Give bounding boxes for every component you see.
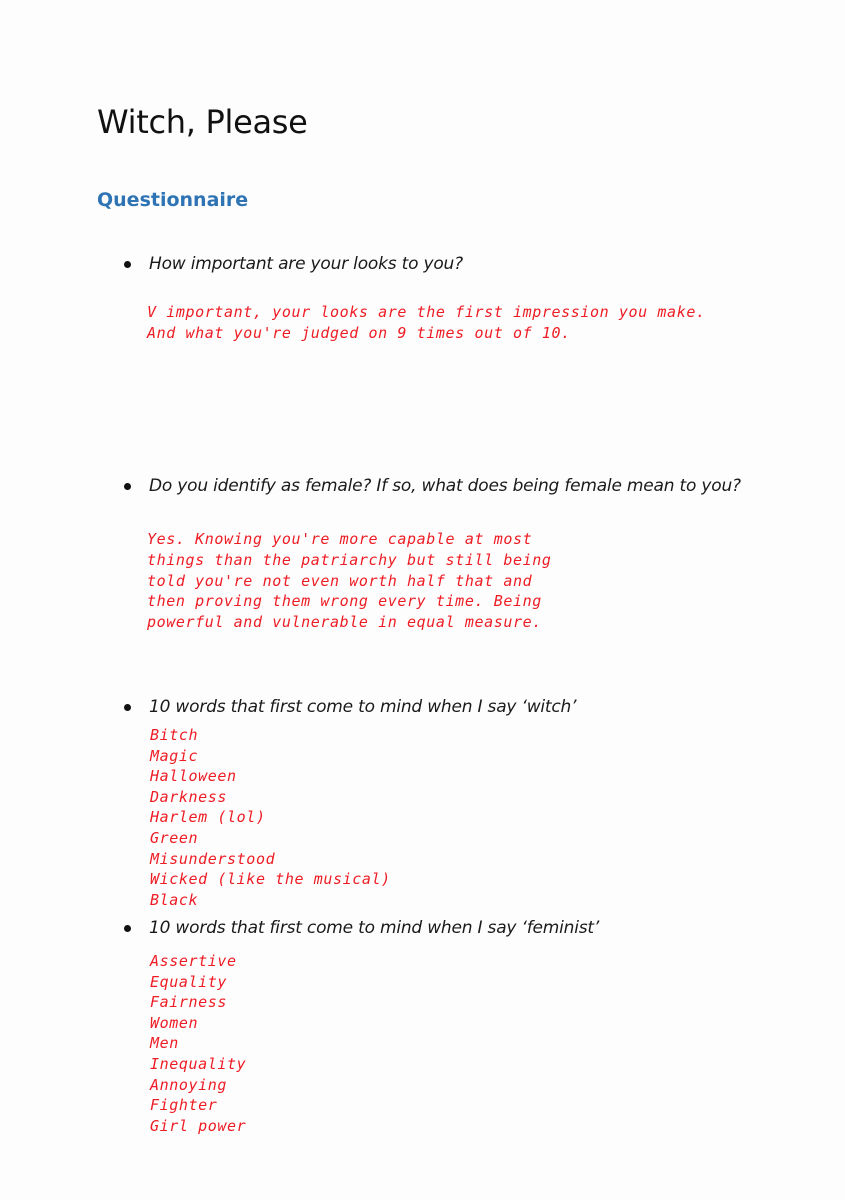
list-item: Misunderstood	[150, 849, 276, 868]
list-item: Black	[150, 890, 199, 909]
list-item: Bitch	[150, 726, 199, 744]
list-item: Equality	[150, 972, 228, 991]
list-item: Fairness	[150, 993, 228, 1012]
question-text: 10 words that first come to mind when I say ‘feminist’	[149, 918, 600, 938]
question-text: Do you identify as female? If so, what does being female mean to you?	[149, 476, 741, 496]
answer-line: powerful and vulnerable in equal measure.	[147, 613, 542, 632]
answer-line: things than the patriarchy but still being	[147, 550, 552, 569]
bullet-icon	[124, 925, 131, 932]
answer-line: then proving them wrong every time. Being	[147, 592, 542, 611]
answer-line: And what you're judged on 9 times out of 10.	[147, 323, 571, 342]
question-text: How important are your looks to you?	[149, 254, 463, 274]
list-item: Girl power	[150, 1116, 247, 1135]
list-item: Women	[150, 1013, 199, 1032]
feminist-word-list	[150, 951, 246, 1136]
question-2	[124, 476, 741, 496]
question-1	[124, 254, 463, 274]
bullet-icon	[124, 704, 131, 711]
list-item: Fighter	[150, 1096, 218, 1115]
list-item: Annoying	[150, 1075, 228, 1094]
list-item: Men	[150, 1034, 179, 1053]
section-heading: Questionnaire	[97, 189, 249, 211]
answer-line: Yes. Knowing you're more capable at most	[147, 530, 533, 548]
question-3	[124, 697, 576, 717]
list-item: Wicked (like the musical)	[150, 870, 391, 889]
answer-line: told you're not even worth half that and	[147, 571, 533, 590]
list-item: Green	[150, 828, 199, 847]
list-item: Magic	[150, 746, 199, 765]
bullet-icon	[124, 261, 131, 268]
list-item: Halloween	[150, 767, 237, 786]
witch-word-list	[150, 725, 391, 910]
bullet-icon	[124, 483, 131, 490]
answer-2	[147, 529, 552, 633]
answer-1	[147, 302, 706, 344]
answer-line: V important, your looks are the first impression you make.	[147, 303, 706, 321]
question-text: 10 words that first come to mind when I say ‘witch’	[149, 697, 577, 717]
list-item: Inequality	[150, 1054, 247, 1073]
list-item: Darkness	[150, 787, 228, 806]
list-item: Harlem (lol)	[150, 808, 266, 827]
question-4	[124, 918, 599, 938]
list-item: Assertive	[150, 952, 237, 970]
page-title: Witch, Please	[97, 103, 308, 141]
